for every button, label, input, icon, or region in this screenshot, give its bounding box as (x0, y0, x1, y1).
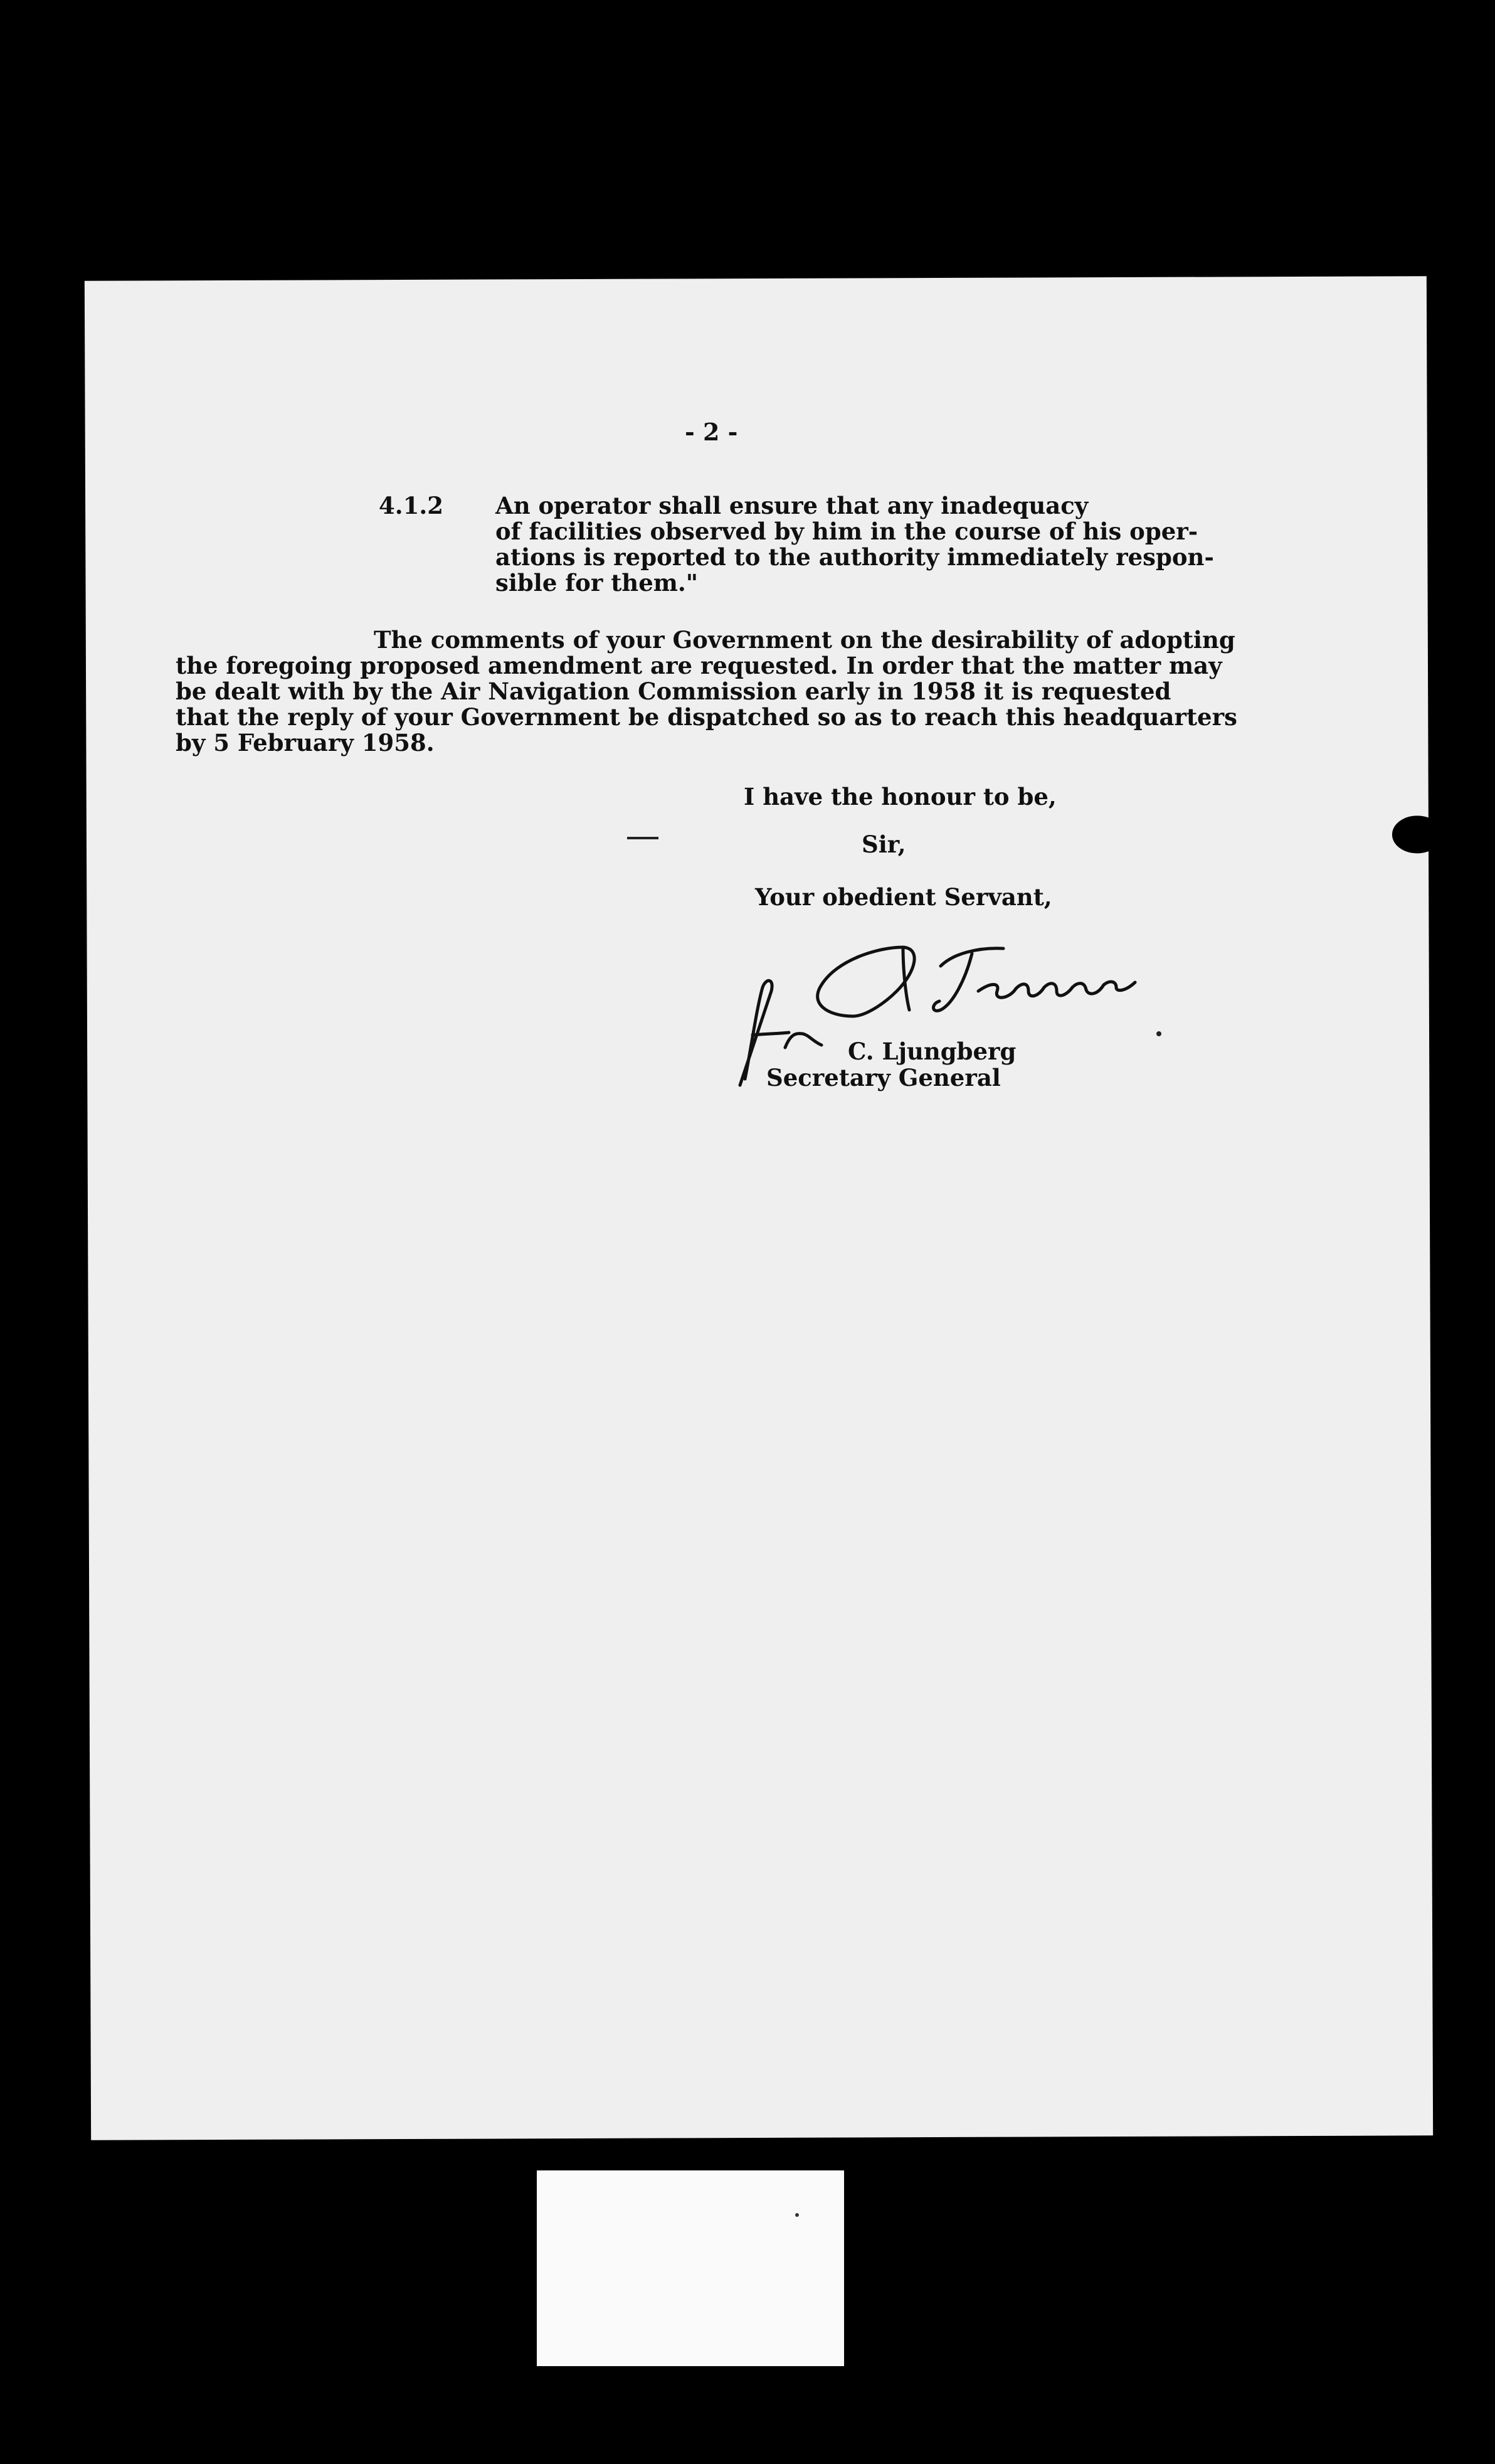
paragraph-line: be dealt with by the Air Navigation Commission early in 1958 it is requested (176, 677, 1171, 705)
paragraph-line: the foregoing proposed amendment are requested. In order that the matter may (176, 652, 1222, 679)
quote-line: An operator shall ensure that any inadequacy (495, 492, 1089, 519)
quote-line: of facilities observed by him in the course of his oper- (495, 518, 1198, 545)
quote-line: sible for them." (495, 569, 699, 597)
stray-mark (795, 2213, 799, 2217)
signatory-name: C. Ljungberg (848, 1038, 1017, 1065)
stray-mark (627, 837, 658, 839)
paragraph-line: that the reply of your Government be dispatched so as to reach this headquarters (176, 703, 1237, 731)
quote-line: ations is reported to the authority immediately respon- (495, 543, 1214, 571)
quote-first-line (379, 493, 1175, 519)
punch-hole (1397, 2150, 1447, 2188)
stray-mark (1156, 1031, 1161, 1036)
punch-hole (1392, 815, 1442, 853)
microfilm-label (537, 2170, 844, 2366)
paragraph-line: The comments of your Government on the desirability of adopting (374, 626, 1235, 654)
paragraph-line: by 5 February 1958. (176, 729, 435, 757)
signatory-title: Secretary General (766, 1064, 1001, 1091)
request-paragraph (176, 627, 1254, 756)
closing-servant: Your obedient Servant, (755, 883, 1052, 911)
closing-salutation: Sir, (862, 831, 906, 858)
closing-honour: I have the honour to be, (744, 783, 1057, 810)
page-number: - 2 - (685, 418, 738, 446)
section-number: 4.1.2 (379, 492, 443, 519)
quoted-amendment (379, 492, 1214, 597)
